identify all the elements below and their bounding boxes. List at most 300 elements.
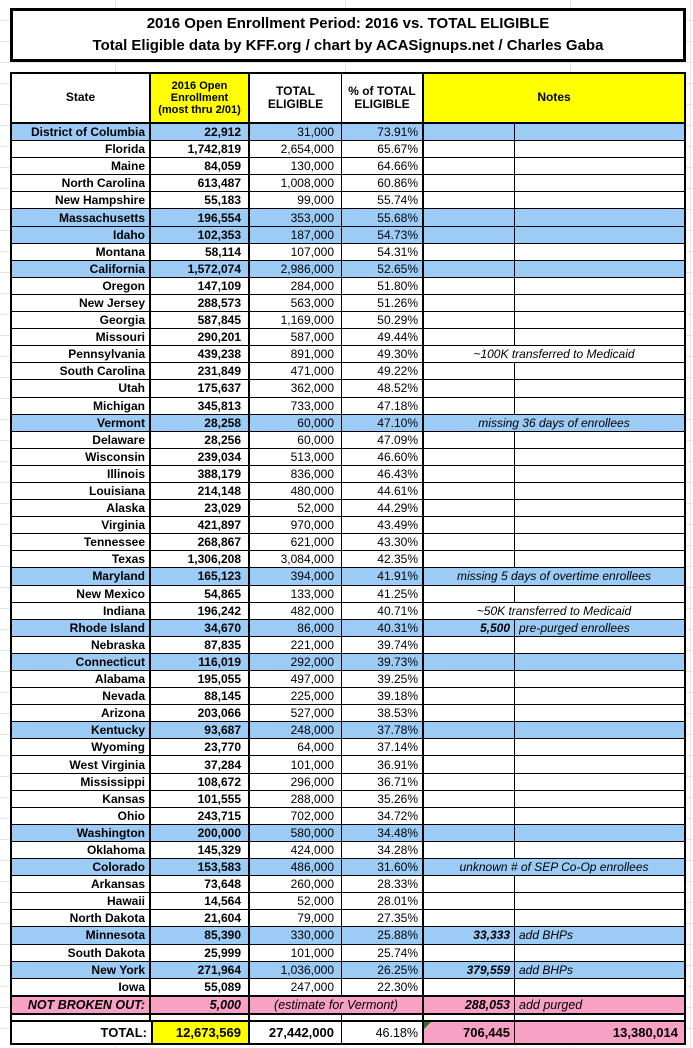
- not-broken-out-note-number-cell: 288,053: [424, 997, 515, 1013]
- table-row: [12, 551, 684, 568]
- total-eligible-cell: 133,000: [250, 586, 342, 602]
- pct-eligible-cell: 54.31%: [342, 244, 424, 260]
- state-cell: Georgia: [12, 312, 151, 328]
- state-cell: Maryland: [12, 568, 151, 584]
- enrollment-cell: 55,089: [151, 979, 250, 995]
- enrollment-cell: 196,242: [151, 603, 250, 619]
- pct-eligible-cell: 37.14%: [342, 739, 424, 755]
- note-number-cell: [424, 500, 515, 516]
- total-eligible-cell: 733,000: [250, 398, 342, 414]
- note-number-cell: [424, 278, 515, 294]
- enrollment-cell: 239,034: [151, 449, 250, 465]
- state-cell: Mississippi: [12, 774, 151, 790]
- enrollment-cell: 85,390: [151, 927, 250, 943]
- state-cell: Nebraska: [12, 637, 151, 653]
- note-number-cell: [424, 466, 515, 482]
- enrollment-cell: 28,256: [151, 432, 250, 448]
- header-enrollment: 2016 Open Enrollment (most thru 2/01): [151, 74, 250, 122]
- table-row: [12, 432, 684, 449]
- note-text-cell: [515, 466, 684, 482]
- note-number-cell: [424, 842, 515, 858]
- state-cell: Iowa: [12, 979, 151, 995]
- pct-eligible-cell: 26.25%: [342, 962, 424, 978]
- enrollment-cell: 58,114: [151, 244, 250, 260]
- pct-eligible-cell: 39.25%: [342, 671, 424, 687]
- total-eligible-cell: 101,000: [250, 756, 342, 772]
- note-text-cell: [515, 244, 684, 260]
- note-text-cell: [515, 671, 684, 687]
- note-number-cell: [424, 825, 515, 841]
- enrollment-cell: 203,066: [151, 705, 250, 721]
- note-text-cell: [515, 945, 684, 961]
- total-eligible-cell: 60,000: [250, 432, 342, 448]
- total-eligible-cell: 3,084,000: [250, 551, 342, 567]
- enrollment-cell: 345,813: [151, 398, 250, 414]
- note-text-cell: add BHPs: [519, 928, 574, 943]
- note-number-cell: [424, 654, 515, 670]
- note-cell: missing 36 days of enrollees: [478, 415, 630, 430]
- note-number-cell: [424, 158, 515, 174]
- note-text-cell: [515, 893, 684, 909]
- pct-eligible-cell: 40.71%: [342, 603, 424, 619]
- table-row: [12, 415, 684, 432]
- enrollment-cell: 93,687: [151, 722, 250, 738]
- note-number-cell: 379,559: [424, 962, 515, 978]
- state-cell: Kansas: [12, 791, 151, 807]
- table-header-row: [12, 74, 684, 124]
- total-eligible-cell: 60,000: [250, 415, 342, 431]
- total-eligible-cell: 2,986,000: [250, 261, 342, 277]
- total-row: [12, 1022, 684, 1043]
- state-cell: North Dakota: [12, 910, 151, 926]
- note-number-cell: [424, 945, 515, 961]
- note-text-cell: [515, 688, 684, 704]
- pct-eligible-cell: 48.52%: [342, 380, 424, 396]
- enrollment-cell: 37,284: [151, 756, 250, 772]
- table-row: [12, 312, 684, 329]
- table-row: [12, 398, 684, 415]
- state-cell: New Hampshire: [12, 192, 151, 208]
- note-number-cell: [424, 722, 515, 738]
- note-number-cell: [424, 261, 515, 277]
- pct-eligible-cell: 43.30%: [342, 534, 424, 550]
- total-eligible-cell: 424,000: [250, 842, 342, 858]
- enrollment-cell: 88,145: [151, 688, 250, 704]
- note-text-cell: [515, 739, 684, 755]
- note-text-cell: [515, 209, 684, 225]
- pct-eligible-cell: 43.49%: [342, 517, 424, 533]
- table-row: [12, 808, 684, 825]
- state-cell: Connecticut: [12, 654, 151, 670]
- total-eligible-cell: 225,000: [250, 688, 342, 704]
- total-eligible-cell: 362,000: [250, 380, 342, 396]
- note-number-cell: [424, 244, 515, 260]
- note-text-cell: [515, 774, 684, 790]
- table-row: [12, 568, 684, 585]
- total-label: TOTAL:: [100, 1025, 147, 1040]
- table-row: [12, 517, 684, 534]
- note-text-cell: [515, 534, 684, 550]
- state-cell: Florida: [12, 141, 151, 157]
- note-number-cell: [424, 483, 515, 499]
- table-row: [12, 363, 684, 380]
- total-eligible-cell: 394,000: [250, 568, 342, 584]
- enrollment-cell: 87,835: [151, 637, 250, 653]
- header-total-eligible: TOTAL ELIGIBLE: [250, 74, 342, 122]
- state-cell: Michigan: [12, 398, 151, 414]
- note-text-cell: [515, 363, 684, 379]
- pct-eligible-cell: 40.31%: [342, 620, 424, 636]
- note-cell: unknown # of SEP Co-Op enrollees: [459, 860, 649, 875]
- enrollment-cell: 73,648: [151, 876, 250, 892]
- state-cell: California: [12, 261, 151, 277]
- table-row: [12, 603, 684, 620]
- table-row: [12, 945, 684, 962]
- enrollment-cell: 231,849: [151, 363, 250, 379]
- enrollment-cell: 1,742,819: [151, 141, 250, 157]
- enrollment-cell: 165,123: [151, 568, 250, 584]
- enrollment-cell: 54,865: [151, 586, 250, 602]
- title-line-1: 2016 Open Enrollment Period: 2016 vs. TOTAL ELIGIBLE: [146, 15, 550, 33]
- enrollment-cell: 28,258: [151, 415, 250, 431]
- state-cell: Virginia: [12, 517, 151, 533]
- pct-eligible-cell: 34.48%: [342, 825, 424, 841]
- note-number-cell: [424, 432, 515, 448]
- total-eligible-cell: 1,036,000: [250, 962, 342, 978]
- note-cell: ~100K transferred to Medicaid: [473, 347, 635, 362]
- state-cell: Illinois: [12, 466, 151, 482]
- total-eligible-cell: 296,000: [250, 774, 342, 790]
- pct-eligible-cell: 65.67%: [342, 141, 424, 157]
- note-text-cell: [515, 756, 684, 772]
- pct-eligible-cell: 49.22%: [342, 363, 424, 379]
- total-eligible-cell: 52,000: [250, 893, 342, 909]
- note-number-cell: [424, 756, 515, 772]
- state-cell: New Mexico: [12, 586, 151, 602]
- note-text-cell: [515, 910, 684, 926]
- enrollment-cell: 34,670: [151, 620, 250, 636]
- total-eligible-cell: 31,000: [250, 124, 342, 140]
- table-row: [12, 483, 684, 500]
- enrollment-cell: 290,201: [151, 329, 250, 345]
- note-text-cell: [515, 124, 684, 140]
- note-number-cell: [424, 688, 515, 704]
- title-line-2: Total Eligible data by KFF.org / chart by ACASignups.net / Charles Gaba: [92, 37, 604, 54]
- pct-eligible-cell: 22.30%: [342, 979, 424, 995]
- note-number-cell: [424, 209, 515, 225]
- enrollment-cell: 22,912: [151, 124, 250, 140]
- note-number-cell: [424, 295, 515, 311]
- table-row: [12, 859, 684, 876]
- state-cell: Missouri: [12, 329, 151, 345]
- enrollment-cell: 108,672: [151, 774, 250, 790]
- note-number-cell: [424, 979, 515, 995]
- pct-eligible-cell: 39.18%: [342, 688, 424, 704]
- title-box: [10, 8, 686, 62]
- total-eligible-cell: 836,000: [250, 466, 342, 482]
- total-eligible-cell: 288,000: [250, 791, 342, 807]
- pct-eligible-cell: 36.91%: [342, 756, 424, 772]
- enrollment-cell: 14,564: [151, 893, 250, 909]
- note-text-cell: [515, 192, 684, 208]
- enrollment-cell: 243,715: [151, 808, 250, 824]
- total-eligible-cell: 107,000: [250, 244, 342, 260]
- note-number-cell: [424, 774, 515, 790]
- enrollment-cell: 23,029: [151, 500, 250, 516]
- note-number-cell: [424, 637, 515, 653]
- state-cell: Wisconsin: [12, 449, 151, 465]
- pct-eligible-cell: 54.73%: [342, 227, 424, 243]
- state-cell: Wyoming: [12, 739, 151, 755]
- enrollment-cell: 55,183: [151, 192, 250, 208]
- header-state: State: [12, 74, 151, 122]
- total-eligible-cell: 471,000: [250, 363, 342, 379]
- pct-eligible-cell: 47.10%: [342, 415, 424, 431]
- note-text-cell: add BHPs: [519, 962, 574, 977]
- pct-eligible-cell: 41.91%: [342, 568, 424, 584]
- pct-eligible-cell: 47.18%: [342, 398, 424, 414]
- note-text-cell: [515, 551, 684, 567]
- note-text-cell: [515, 586, 684, 602]
- state-cell: Arkansas: [12, 876, 151, 892]
- header-notes: Notes: [424, 74, 684, 122]
- pct-eligible-cell: 60.86%: [342, 175, 424, 191]
- pct-eligible-cell: 44.61%: [342, 483, 424, 499]
- total-eligible-cell: 580,000: [250, 825, 342, 841]
- total-pct-cell: 46.18%: [342, 1022, 424, 1043]
- total-eligible-cell: 187,000: [250, 227, 342, 243]
- pct-eligible-cell: 37.78%: [342, 722, 424, 738]
- note-number-cell: [424, 192, 515, 208]
- table-row: [12, 722, 684, 739]
- pct-eligible-cell: 31.60%: [342, 859, 424, 875]
- total-eligible-cell: 1,008,000: [250, 175, 342, 191]
- enrollment-cell: 101,555: [151, 791, 250, 807]
- state-cell: Texas: [12, 551, 151, 567]
- total-eligible-cell: 86,000: [250, 620, 342, 636]
- total-eligible-cell: 292,000: [250, 654, 342, 670]
- pct-eligible-cell: 35.26%: [342, 791, 424, 807]
- table-row: [12, 979, 684, 995]
- total-eligible-cell: 64,000: [250, 739, 342, 755]
- table-row: [12, 124, 684, 141]
- state-cell: Hawaii: [12, 893, 151, 909]
- note-text-cell: [515, 979, 684, 995]
- total-eligible-cell: 330,000: [250, 927, 342, 943]
- table-row: [12, 209, 684, 226]
- table-row: [12, 893, 684, 910]
- total-eligible-cell: 513,000: [250, 449, 342, 465]
- table-row: [12, 774, 684, 791]
- enrollment-cell: 25,999: [151, 945, 250, 961]
- note-number-cell: [424, 893, 515, 909]
- table-row: [12, 671, 684, 688]
- note-number-cell: [424, 876, 515, 892]
- enrollment-cell: 23,770: [151, 739, 250, 755]
- pct-eligible-cell: 55.74%: [342, 192, 424, 208]
- note-number-cell: [424, 586, 515, 602]
- pct-eligible-cell: 51.80%: [342, 278, 424, 294]
- note-number-cell: 33,333: [424, 927, 515, 943]
- pct-eligible-cell: 49.30%: [342, 346, 424, 362]
- state-cell: Indiana: [12, 603, 151, 619]
- note-text-cell: [515, 842, 684, 858]
- state-cell: North Carolina: [12, 175, 151, 191]
- note-number-cell: [424, 380, 515, 396]
- state-cell: Minnesota: [12, 927, 151, 943]
- table-row: [12, 705, 684, 722]
- state-cell: Vermont: [12, 415, 151, 431]
- note-text-cell: pre-purged enrollees: [519, 620, 630, 635]
- pct-eligible-cell: 34.72%: [342, 808, 424, 824]
- total-eligible-cell: 1,169,000: [250, 312, 342, 328]
- note-number-cell: [424, 124, 515, 140]
- state-cell: Utah: [12, 380, 151, 396]
- note-text-cell: [515, 705, 684, 721]
- pct-eligible-cell: 51.26%: [342, 295, 424, 311]
- enrollment-cell: 116,019: [151, 654, 250, 670]
- total-eligible-cell: 497,000: [250, 671, 342, 687]
- pct-eligible-cell: 46.43%: [342, 466, 424, 482]
- state-cell: New York: [12, 962, 151, 978]
- table-row: [12, 791, 684, 808]
- state-cell: Massachusetts: [12, 209, 151, 225]
- not-broken-out-enrollment-cell: 5,000: [151, 997, 250, 1013]
- note-number-cell: [424, 671, 515, 687]
- enrollment-cell: 21,604: [151, 910, 250, 926]
- spacer-row: [12, 1015, 684, 1022]
- note-number-cell: [424, 910, 515, 926]
- state-cell: New Jersey: [12, 295, 151, 311]
- not-broken-out-label: NOT BROKEN OUT:: [12, 997, 151, 1013]
- note-text-cell: [515, 278, 684, 294]
- state-cell: Alaska: [12, 500, 151, 516]
- state-cell: Oklahoma: [12, 842, 151, 858]
- state-cell: South Dakota: [12, 945, 151, 961]
- note-number-cell: [424, 808, 515, 824]
- table-row: [12, 244, 684, 261]
- pct-eligible-cell: 25.74%: [342, 945, 424, 961]
- state-cell: Oregon: [12, 278, 151, 294]
- note-number-cell: [424, 398, 515, 414]
- table-row: [12, 175, 684, 192]
- table-row: [12, 329, 684, 346]
- note-text-cell: [515, 158, 684, 174]
- table-row: [12, 620, 684, 637]
- not-broken-out-estimate-cell: (estimate for Vermont): [250, 997, 424, 1013]
- enrollment-cell: 102,353: [151, 227, 250, 243]
- note-text-cell: [515, 517, 684, 533]
- note-number-cell: [424, 312, 515, 328]
- state-cell: Montana: [12, 244, 151, 260]
- table-row: [12, 346, 684, 363]
- header-pct-eligible: % of TOTAL ELIGIBLE: [342, 74, 424, 122]
- note-text-cell: [515, 449, 684, 465]
- pct-eligible-cell: 39.74%: [342, 637, 424, 653]
- state-cell: Colorado: [12, 859, 151, 875]
- total-eligible-cell: 621,000: [250, 534, 342, 550]
- note-text-cell: [515, 329, 684, 345]
- total-eligible-cell: 702,000: [250, 808, 342, 824]
- note-cell: ~50K transferred to Medicaid: [476, 603, 632, 618]
- note-text-cell: [515, 722, 684, 738]
- enrollment-cell: 271,964: [151, 962, 250, 978]
- total-enrollment-cell: 12,673,569: [151, 1022, 250, 1043]
- table-row: [12, 158, 684, 175]
- pct-eligible-cell: 28.33%: [342, 876, 424, 892]
- note-number-cell: [424, 175, 515, 191]
- note-text-cell: [515, 825, 684, 841]
- table-row: [12, 927, 684, 944]
- note-number-cell: [424, 791, 515, 807]
- enrollment-cell: 147,109: [151, 278, 250, 294]
- state-cell: Delaware: [12, 432, 151, 448]
- state-cell: West Virginia: [12, 756, 151, 772]
- table-row: [12, 910, 684, 927]
- table-row: [12, 654, 684, 671]
- total-eligible-cell: 221,000: [250, 637, 342, 653]
- enrollment-cell: 613,487: [151, 175, 250, 191]
- enrollment-cell: 421,897: [151, 517, 250, 533]
- note-text-cell: [515, 654, 684, 670]
- pct-eligible-cell: 46.60%: [342, 449, 424, 465]
- pct-eligible-cell: 52.65%: [342, 261, 424, 277]
- state-cell: Maine: [12, 158, 151, 174]
- total-eligible-cell: 563,000: [250, 295, 342, 311]
- total-eligible-cell: 970,000: [250, 517, 342, 533]
- total-eligible-cell: 284,000: [250, 278, 342, 294]
- total-eligible-cell: 260,000: [250, 876, 342, 892]
- table-row: [12, 380, 684, 397]
- state-cell: South Carolina: [12, 363, 151, 379]
- total-eligible-cell: 527,000: [250, 705, 342, 721]
- note-number-cell: [424, 449, 515, 465]
- note-number-cell: [424, 517, 515, 533]
- pct-eligible-cell: 41.25%: [342, 586, 424, 602]
- table-row: [12, 449, 684, 466]
- state-cell: Tennessee: [12, 534, 151, 550]
- note-number-cell: [424, 329, 515, 345]
- note-text-cell: [515, 500, 684, 516]
- state-cell: Washington: [12, 825, 151, 841]
- table-row: [12, 842, 684, 859]
- state-cell: Louisiana: [12, 483, 151, 499]
- state-cell: Ohio: [12, 808, 151, 824]
- pct-eligible-cell: 38.53%: [342, 705, 424, 721]
- enrollment-cell: 268,867: [151, 534, 250, 550]
- table-row: [12, 500, 684, 517]
- note-number-cell: [424, 551, 515, 567]
- note-text-cell: [515, 876, 684, 892]
- total-eligible-cell: 130,000: [250, 158, 342, 174]
- table-row: [12, 688, 684, 705]
- state-cell: Rhode Island: [12, 620, 151, 636]
- cell-comment-marker-triangle: [424, 1022, 431, 1029]
- note-number-cell: 5,500: [424, 620, 515, 636]
- enrollment-cell: 439,238: [151, 346, 250, 362]
- pct-eligible-cell: 47.09%: [342, 432, 424, 448]
- total-eligible-cell: 891,000: [250, 346, 342, 362]
- table-row: [12, 739, 684, 756]
- table-rows: [12, 124, 684, 995]
- note-text-cell: [515, 261, 684, 277]
- state-cell: Nevada: [12, 688, 151, 704]
- total-eligible-cell: 79,000: [250, 910, 342, 926]
- enrollment-cell: 288,573: [151, 295, 250, 311]
- table-row: [12, 586, 684, 603]
- total-eligible-cell: 353,000: [250, 209, 342, 225]
- note-text-cell: [515, 791, 684, 807]
